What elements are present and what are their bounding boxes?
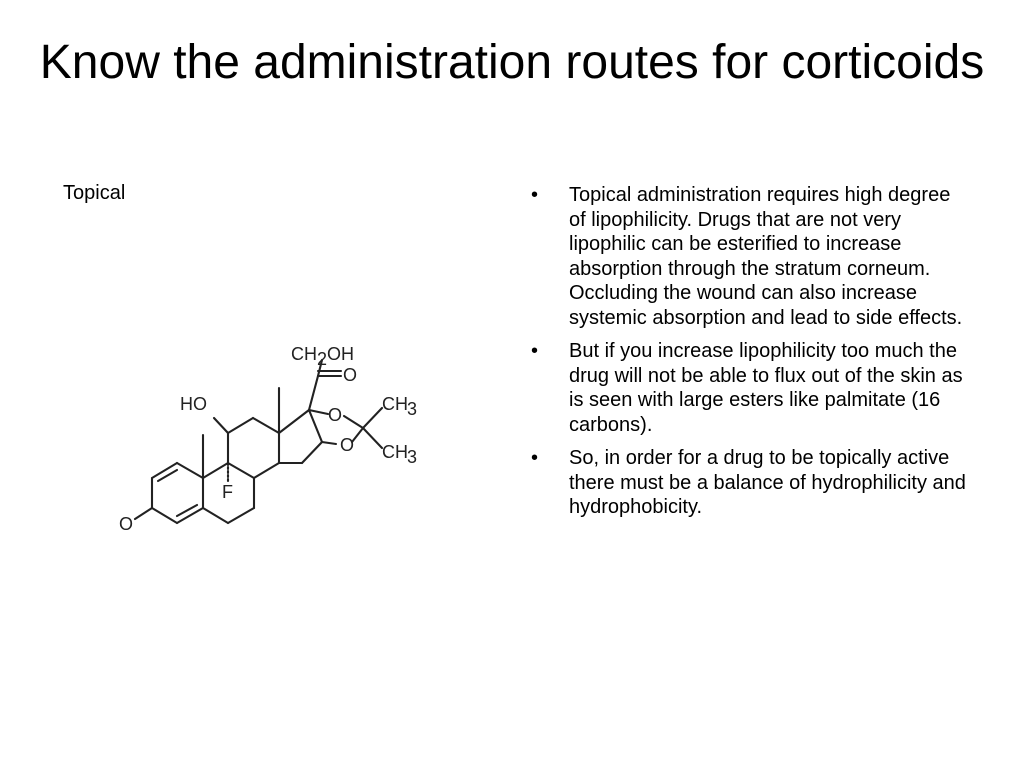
- bullet-item: [531, 446, 971, 520]
- ch2oh-label-b: OH: [327, 344, 354, 364]
- bullet-text: So, in order for a drug to be topically active there must be a balance of hydrophilicity and hydrophobicity.: [569, 447, 966, 518]
- bullet-list: [531, 183, 971, 529]
- topical-label: Topical: [63, 182, 126, 204]
- enone-oxygen-label: O: [119, 514, 134, 534]
- hydroxyl-label: HO: [180, 394, 207, 414]
- bullet-glyph: •: [531, 447, 539, 469]
- steroid-structure-diagram: [100, 330, 440, 540]
- bullet-text: Topical administration requires high degree of lipophilicity. Drugs that are not very lipophilic can be esterified to increase absorption through the stratum corneum. Occluding the wound can also increase systemic absorption and lead to side effects.: [569, 184, 963, 329]
- bullet-glyph: •: [531, 184, 539, 206]
- methyl-subscript-1: 3: [407, 399, 418, 419]
- fluorine-label: F: [222, 482, 233, 502]
- ring-oxygen-label-1: O: [328, 405, 343, 425]
- ch2oh-label-a: CH: [291, 344, 317, 364]
- methyl-label-2: CH: [382, 442, 408, 462]
- ring-a: [135, 463, 203, 523]
- ch2oh-subscript: 2: [317, 349, 328, 369]
- methyl-label-1: CH: [382, 394, 408, 414]
- ketone-oxygen-label: O: [343, 365, 358, 385]
- bullet-text: But if you increase lipophilicity too much the drug will not be able to flux out of the skin as is seen with large esters like palmitate (16 carbons).: [569, 340, 963, 436]
- slide-title: Know the administration routes for corticoids: [39, 36, 985, 89]
- methyl-subscript-2: 3: [407, 447, 418, 467]
- bullet-glyph: •: [531, 340, 539, 362]
- bullet-item: [531, 339, 971, 437]
- bullet-item: [531, 183, 971, 330]
- ring-oxygen-label-2: O: [340, 435, 355, 455]
